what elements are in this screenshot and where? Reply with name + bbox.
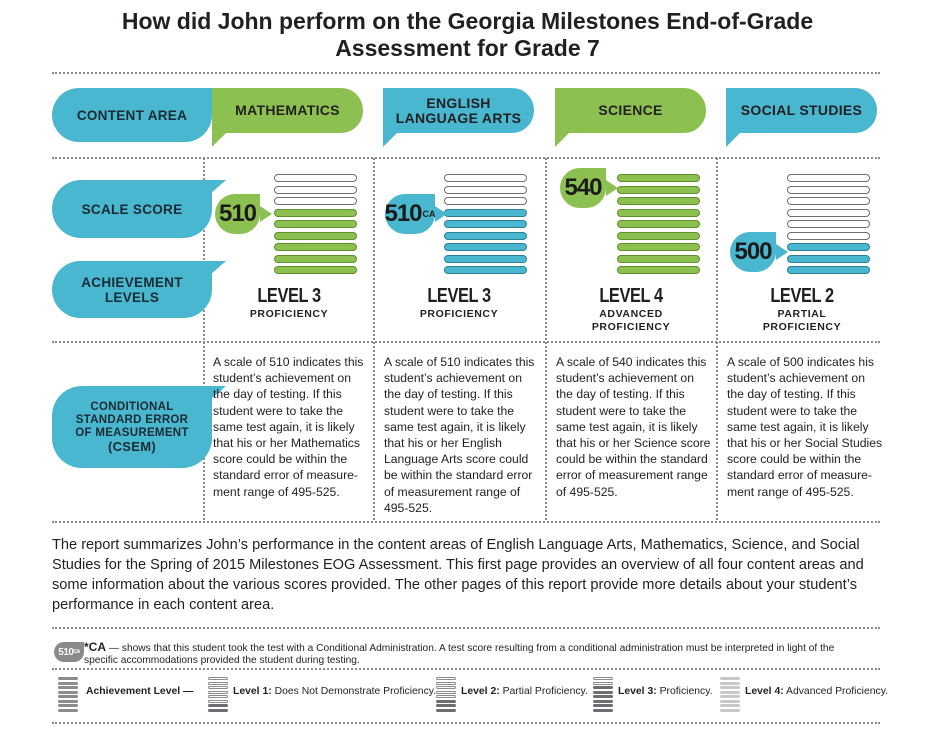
- level-bar-empty: [274, 174, 357, 182]
- level-bar-filled: [444, 266, 527, 274]
- level-bar-filled: [787, 243, 870, 251]
- level-bar-filled: [444, 209, 527, 217]
- level-description: PARTIAL: [777, 308, 827, 320]
- ca-badge-icon: 510 CA: [54, 642, 84, 662]
- level-name: LEVEL 2: [770, 285, 834, 307]
- level-bar-filled: [274, 232, 357, 240]
- level-bars-science: [617, 174, 700, 278]
- legend-all-levels-icon: [58, 677, 78, 713]
- level-bar-empty: [787, 209, 870, 217]
- legend-level-2-icon: [436, 677, 456, 713]
- level-mathematics: [204, 285, 374, 320]
- level-name: LEVEL 3: [427, 285, 491, 307]
- level-bar-filled: [617, 243, 700, 251]
- header-english-language-arts: ENGLISH LANGUAGE ARTS: [383, 88, 534, 133]
- level-bar-empty: [787, 197, 870, 205]
- score-badge-social-studies: 500: [730, 232, 776, 272]
- level-english-language-arts: [374, 285, 544, 320]
- legend-level-4-icon: [720, 677, 740, 713]
- csem-text-science: A scale of 540 indicates this student’s achievement on the day of testing. If this student were to take the same test again, it is likely that his or her Science score could be within the standard error of measurement range of 495-525.: [556, 355, 711, 499]
- level-bars-social-studies: [787, 174, 870, 278]
- level-bar-empty: [444, 186, 527, 194]
- level-bar-filled: [444, 243, 527, 251]
- level-bar-filled: [444, 220, 527, 228]
- level-science: [546, 285, 716, 333]
- header-science: SCIENCE: [555, 88, 706, 133]
- level-description-2: PROFICIENCY: [591, 321, 671, 333]
- ca-note-label: *CA: [84, 640, 107, 654]
- achievement-level-legend: [52, 675, 889, 715]
- level-bar-filled: [444, 255, 527, 263]
- level-bar-filled: [617, 232, 700, 240]
- legend-level-4: Level 4: Advanced Proficiency.: [745, 686, 889, 697]
- divider-summary: [52, 627, 880, 629]
- level-bar-filled: [617, 255, 700, 263]
- summary-paragraph: The report summarizes John’s performance in the content areas of English Language Arts, Mathematics, Science, and Social Studies for the Spring of 2015 Milestones EOG Assessment. This first page provides an overview of all four content areas and some information about the various scores provided. The other pages of this report provide more details about your student’s performance in each content area.: [52, 537, 864, 613]
- score-badge-mathematics: 510: [215, 194, 260, 234]
- level-bar-filled: [617, 220, 700, 228]
- level-bar-filled: [617, 266, 700, 274]
- level-bar-filled: [617, 174, 700, 182]
- level-name: LEVEL 4: [599, 285, 663, 307]
- ca-note-text: — shows that this student took the test with a Conditional Administration. A test score resulting from a conditional administration must be interpreted in light of the specific accommodations provided the student during testing.: [84, 643, 835, 666]
- level-bar-filled: [617, 209, 700, 217]
- title-line-2: Assessment for Grade 7: [335, 35, 600, 61]
- level-bar-empty: [787, 174, 870, 182]
- divider-levels: [52, 341, 880, 343]
- level-bar-empty: [787, 220, 870, 228]
- level-bar-filled: [617, 186, 700, 194]
- column-divider-3: [545, 158, 547, 520]
- label-csem: CONDITIONAL STANDARD ERROR OF MEASUREMENT (CSEM): [52, 386, 212, 468]
- level-bar-filled: [617, 197, 700, 205]
- csem-text-social-studies: A scale of 500 indicates his student’s achievement on the day of testing. If this student were to take the same test again, it is likely that his or her Social Studies score could be within the standard error of measure-ment range of 495-525.: [727, 355, 883, 499]
- legend-level-2: Level 2: Partial Proficiency.: [461, 686, 588, 697]
- level-bar-filled: [787, 266, 870, 274]
- level-bar-filled: [787, 255, 870, 263]
- level-bar-filled: [444, 232, 527, 240]
- level-bars-english-language-arts: [444, 174, 527, 278]
- score-badge-english-language-arts: 510 CA: [385, 194, 435, 234]
- header-mathematics: MATHEMATICS: [212, 88, 363, 133]
- legend-title: Achievement Level —: [86, 686, 194, 697]
- divider-header: [52, 157, 880, 159]
- csem-text-english-language-arts: A scale of 510 indicates this student’s achievement on the day of testing. If this student were to take the same test again, it is likely that his or her English Language Arts score could be within the standard error of measurement range of 495-525.: [384, 355, 535, 515]
- level-bar-filled: [274, 243, 357, 251]
- level-name: LEVEL 3: [257, 285, 321, 307]
- level-social-studies: [717, 285, 887, 333]
- level-description: ADVANCED: [599, 308, 663, 320]
- level-bar-empty: [274, 186, 357, 194]
- level-bars-mathematics: [274, 174, 357, 278]
- level-description: PROFICIENCY: [419, 308, 499, 320]
- level-bar-empty: [787, 186, 870, 194]
- page-title: [0, 8, 935, 62]
- divider-bottom: [52, 722, 880, 724]
- level-bar-empty: [444, 174, 527, 182]
- column-divider-2: [373, 158, 375, 520]
- level-description: PROFICIENCY: [249, 308, 329, 320]
- ca-note: [84, 641, 854, 667]
- csem-text-mathematics: A scale of 510 indicates this student’s achievement on the day of testing. If this student were to take the same test again, it is likely that his or her Mathematics score could be within the standard error of measure-ment range of 495-525.: [213, 355, 364, 499]
- divider-top: [52, 72, 880, 74]
- label-content-area: CONTENT AREA: [52, 88, 212, 142]
- title-line-1: How did John perform on the Georgia Milestones End-of-Grade: [121, 8, 814, 34]
- legend-level-3-icon: [593, 677, 613, 713]
- legend-level-3: Level 3: Proficiency.: [618, 686, 713, 697]
- header-social-studies: SOCIAL STUDIES: [726, 88, 877, 133]
- legend-level-1-icon: [208, 677, 228, 713]
- legend-level-1: Level 1: Does Not Demonstrate Proficiency.: [233, 686, 437, 697]
- level-bar-filled: [274, 266, 357, 274]
- level-bar-filled: [274, 220, 357, 228]
- level-bar-empty: [787, 232, 870, 240]
- label-scale-score: SCALE SCORE: [52, 180, 212, 238]
- score-badge-science: 540: [560, 168, 606, 208]
- label-achievement-levels: ACHIEVEMENT LEVELS: [52, 261, 212, 318]
- divider-table-bottom: [52, 521, 880, 523]
- divider-note: [52, 668, 880, 670]
- level-bar-filled: [274, 255, 357, 263]
- level-description-2: PROFICIENCY: [762, 321, 842, 333]
- level-bar-empty: [444, 197, 527, 205]
- level-bar-filled: [274, 209, 357, 217]
- column-divider-4: [716, 158, 718, 520]
- level-bar-empty: [274, 197, 357, 205]
